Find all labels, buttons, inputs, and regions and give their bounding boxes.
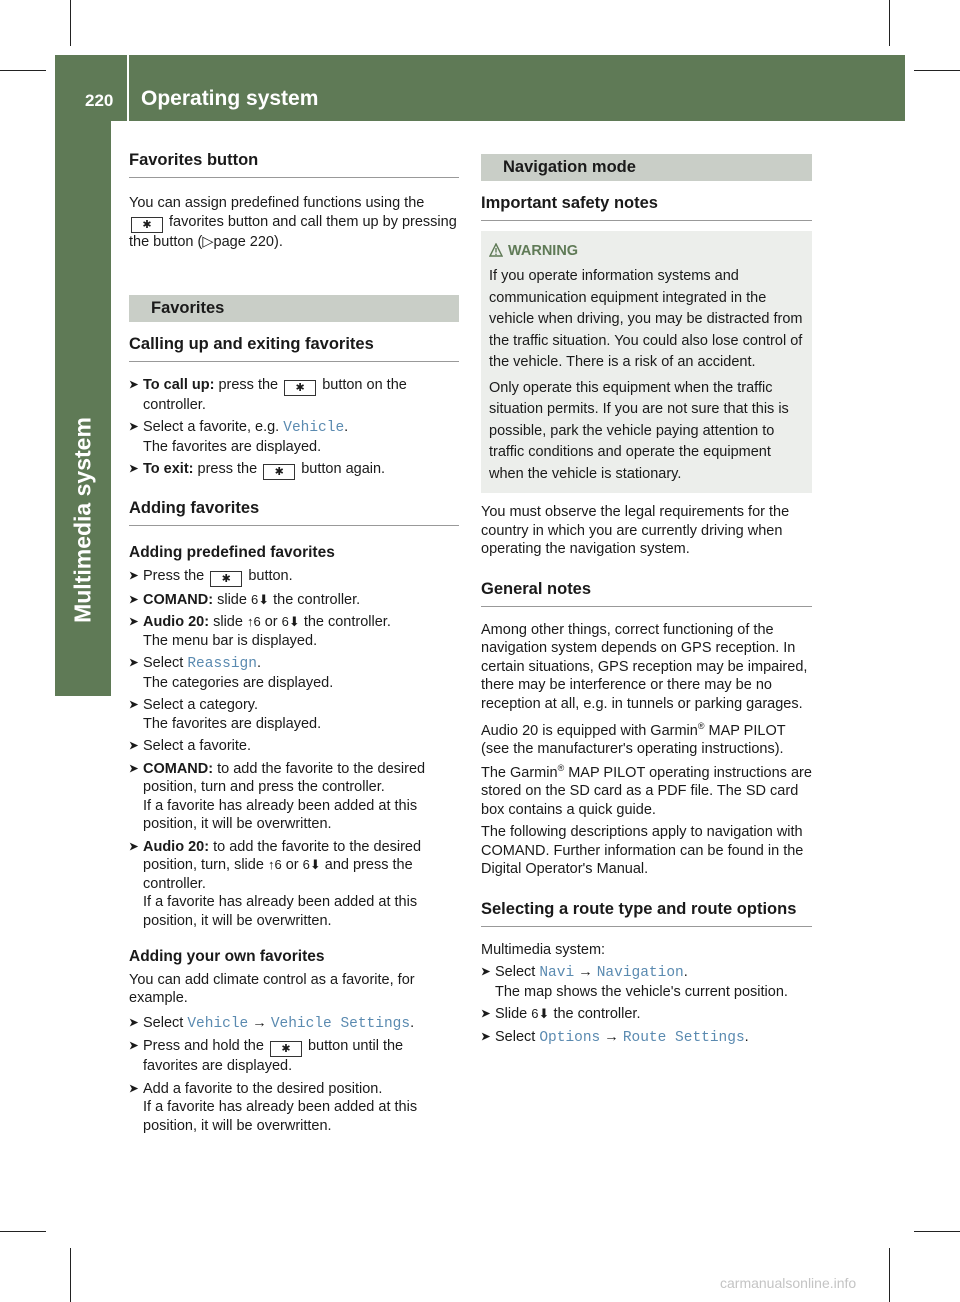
controller-slide-up-icon: ↑6 xyxy=(267,857,282,872)
own-favorites-heading: Adding your own favorites xyxy=(129,948,325,965)
arrow-icon: ➤ xyxy=(129,463,139,475)
warning-text: Only operate this equipment when the traffic situation permits. If you are not sure that this is possible, park the vehicle paying attention to traffic conditions and operate the equipment when the vehicle is stationary. xyxy=(489,379,789,482)
list-item: ➤ Audio 20: to add the favorite to the desired position, turn, slide ↑6 or 6⬇ and press the controller. If a favorite has already been added at this position, it will be overwritten. xyxy=(129,838,422,929)
list-item: ➤ Select a category. The favorites are displayed. xyxy=(129,697,322,732)
list-item: ➤ Press and hold the ✱ button until the favorites are displayed. xyxy=(129,1038,404,1074)
arrow-icon: ➤ xyxy=(129,593,139,606)
arrow-icon: ➤ xyxy=(129,1040,139,1052)
menu-keyword: Route Settings xyxy=(622,1029,745,1046)
safety-heading: Important safety notes xyxy=(481,193,812,221)
general-text: Among other things, correct functioning of the navigation system depends on GPS reception. In certain situations, GPS reception may be impaired, there may be interference or there may be no reception at all, e.g. in tunnels or parking garages. xyxy=(481,621,808,712)
crop-mark xyxy=(914,70,960,71)
left-column xyxy=(129,150,459,1135)
star-key-icon: ✱ xyxy=(263,464,295,480)
controller-slide-down-icon: 6⬇ xyxy=(531,1006,550,1022)
legal-text: You must observe the legal requirements for the country in which you are currently driving when operating the navigation system. xyxy=(481,504,790,557)
page-title: Operating system xyxy=(141,87,319,110)
menu-keyword: Vehicle xyxy=(187,1015,249,1032)
list-item: ➤ Audio 20: slide ↑6 or 6⬇ the controller. The menu bar is displayed. xyxy=(129,614,391,649)
list-item: ➤ Add a favorite to the desired position. If a favorite has already been added at this position, it will be overwritten. xyxy=(129,1080,418,1134)
list-item: ➤ Select Reassign. The categories are displayed. xyxy=(129,655,334,691)
crop-mark xyxy=(70,0,71,46)
general-text: Audio 20 is equipped with Garmin® MAP PILOT (see the manufacturer's operating instructions). The Garmin® MAP PILOT operating instructions are stored on the SD card as a PDF file. The SD card box contains a quick guide. xyxy=(481,721,812,818)
menu-keyword: Navi xyxy=(539,965,575,982)
list-item: ➤ Select Vehicle → Vehicle Settings. xyxy=(129,1014,415,1032)
arrow-icon: ➤ xyxy=(129,840,139,853)
side-tab-label: Multimedia system xyxy=(69,417,96,623)
menu-keyword: Navigation xyxy=(596,965,684,982)
list-item: ➤ Press the ✱ button. xyxy=(129,567,293,585)
arrow-icon: ➤ xyxy=(129,1082,139,1095)
warning-triangle-icon xyxy=(489,243,503,257)
arrow-icon: ➤ xyxy=(129,616,139,628)
controller-slide-down-icon: 6⬇ xyxy=(250,591,270,607)
list-item: ➤ Select Options → Route Settings. xyxy=(481,1028,749,1046)
star-key-icon: ✱ xyxy=(210,571,242,587)
header-separator xyxy=(127,55,129,121)
list-item: ➤ Select a favorite. xyxy=(129,738,251,754)
controller-slide-down-icon: 6⬇ xyxy=(281,614,300,629)
arrow-icon: ➤ xyxy=(129,699,139,711)
route-heading: Selecting a route type and route options xyxy=(481,899,812,927)
page-ref-arrow-icon: ▷ xyxy=(202,233,214,250)
general-heading: General notes xyxy=(481,579,812,607)
crop-mark xyxy=(0,70,46,71)
own-favorites-body: You can add climate control as a favorite, for example. xyxy=(129,971,415,1006)
favorites-section-bar: Favorites xyxy=(129,295,459,322)
crop-mark xyxy=(914,1231,960,1232)
crop-mark xyxy=(889,1248,890,1302)
crop-mark xyxy=(889,0,890,46)
menu-keyword: Vehicle xyxy=(283,420,345,436)
list-item: ➤ To call up: press the ✱ button on the controller. xyxy=(129,376,407,413)
right-column xyxy=(481,154,812,1047)
crop-mark xyxy=(70,1248,71,1302)
adding-heading: Adding favorites xyxy=(129,498,459,526)
arrow-icon: ➤ xyxy=(481,966,491,979)
menu-keyword: Reassign xyxy=(187,656,257,672)
arrow-icon: ➤ xyxy=(481,1030,491,1043)
list-item: ➤ Slide 6⬇ the controller. xyxy=(481,1006,641,1023)
controller-slide-up-icon: ↑6 xyxy=(246,614,261,629)
arrow-icon: ➤ xyxy=(129,421,139,433)
arrow-icon: ➤ xyxy=(129,378,139,391)
warning-text: If you operate information systems and communication equipment integrated in the vehicle when driving, you may be distracted from the traffic situation. You could also lose control of the vehicle. There is a risk of an accident. xyxy=(489,268,803,370)
menu-keyword: Options xyxy=(539,1029,601,1046)
calling-heading: Calling up and exiting favorites xyxy=(129,334,459,362)
page-number: 220 xyxy=(85,91,114,110)
list-item: ➤ COMAND: slide 6⬇ the controller. xyxy=(129,591,361,608)
favorites-button-heading: Favorites button xyxy=(129,150,459,178)
arrow-icon: ➤ xyxy=(129,740,139,752)
warning-title: WARNING xyxy=(508,242,579,259)
crop-mark xyxy=(0,1231,46,1232)
menu-keyword: Vehicle Settings xyxy=(270,1015,411,1032)
list-item: ➤ COMAND: to add the favorite to the desired position, turn and press the controller. If a favorite has already been added at this position, it will be overwritten. xyxy=(129,760,426,832)
watermark: carmanualsonline.info xyxy=(720,1275,857,1291)
star-key-icon: ✱ xyxy=(284,380,316,396)
list-item: ➤ Select a favorite, e.g. Vehicle. The favorites are displayed. xyxy=(129,419,349,455)
arrow-icon: ➤ xyxy=(481,1008,491,1021)
list-item: ➤ Select Navi → Navigation. The map shows the vehicle's current position. xyxy=(481,964,788,1000)
list-item: ➤ To exit: press the ✱ button again. xyxy=(129,461,386,478)
warning-box xyxy=(481,231,812,494)
arrow-icon: ➤ xyxy=(129,657,139,669)
arrow-icon: ➤ xyxy=(129,1016,139,1029)
general-text: The following descriptions apply to navigation with COMAND. Further information can be found in the Digital Operator's Manual. xyxy=(481,824,804,878)
route-intro: Multimedia system: xyxy=(481,941,606,958)
navigation-section-bar: Navigation mode xyxy=(481,154,812,181)
controller-slide-down-icon: 6⬇ xyxy=(302,857,321,872)
arrow-icon: ➤ xyxy=(129,569,139,582)
favorites-button-body: You can assign predefined functions using the ✱ favorites button and call them up by pressing the button (▷page 220). xyxy=(129,195,457,250)
arrow-icon: ➤ xyxy=(129,762,139,775)
star-key-icon: ✱ xyxy=(270,1041,302,1057)
star-key-icon: ✱ xyxy=(131,217,163,233)
predefined-heading: Adding predefined favorites xyxy=(129,544,335,561)
